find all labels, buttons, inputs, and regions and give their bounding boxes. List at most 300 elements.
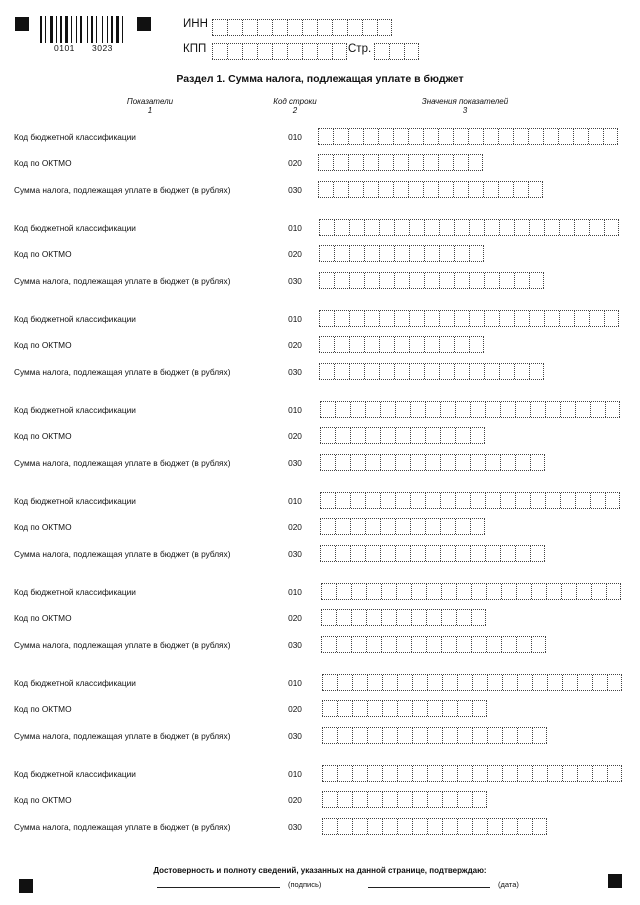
char-cell[interactable] bbox=[501, 637, 516, 652]
signature-line[interactable] bbox=[157, 887, 280, 888]
char-cell[interactable] bbox=[426, 637, 441, 652]
char-cell[interactable] bbox=[427, 819, 442, 834]
row-value-field-oktmo[interactable] bbox=[318, 154, 483, 171]
char-cell[interactable] bbox=[604, 311, 619, 326]
char-cell[interactable] bbox=[453, 155, 468, 170]
char-cell[interactable] bbox=[317, 20, 332, 35]
char-cell[interactable] bbox=[457, 766, 472, 781]
char-cell[interactable] bbox=[502, 675, 517, 690]
char-cell[interactable] bbox=[423, 155, 438, 170]
char-cell[interactable] bbox=[528, 182, 543, 197]
char-cell[interactable] bbox=[439, 311, 454, 326]
char-cell[interactable] bbox=[546, 584, 561, 599]
row-value-field-kbk[interactable] bbox=[319, 310, 619, 327]
char-cell[interactable] bbox=[577, 766, 592, 781]
char-cell[interactable] bbox=[322, 728, 337, 743]
char-cell[interactable] bbox=[514, 311, 529, 326]
char-cell[interactable] bbox=[351, 637, 366, 652]
char-cell[interactable] bbox=[425, 493, 440, 508]
char-cell[interactable] bbox=[483, 129, 498, 144]
char-cell[interactable] bbox=[456, 610, 471, 625]
char-cell[interactable] bbox=[472, 819, 487, 834]
char-cell[interactable] bbox=[302, 44, 317, 59]
char-cell[interactable] bbox=[319, 246, 334, 261]
char-cell[interactable] bbox=[319, 311, 334, 326]
char-cell[interactable] bbox=[409, 337, 424, 352]
char-cell[interactable] bbox=[456, 584, 471, 599]
char-cell[interactable] bbox=[545, 493, 560, 508]
char-cell[interactable] bbox=[592, 766, 607, 781]
char-cell[interactable] bbox=[318, 129, 333, 144]
char-cell[interactable] bbox=[337, 675, 352, 690]
char-cell[interactable] bbox=[411, 610, 426, 625]
char-cell[interactable] bbox=[471, 584, 486, 599]
char-cell[interactable] bbox=[500, 493, 515, 508]
char-cell[interactable] bbox=[559, 220, 574, 235]
char-cell[interactable] bbox=[456, 637, 471, 652]
char-cell[interactable] bbox=[379, 364, 394, 379]
char-cell[interactable] bbox=[367, 819, 382, 834]
char-cell[interactable] bbox=[427, 675, 442, 690]
char-cell[interactable] bbox=[377, 20, 392, 35]
char-cell[interactable] bbox=[394, 220, 409, 235]
char-cell[interactable] bbox=[393, 129, 408, 144]
char-cell[interactable] bbox=[365, 493, 380, 508]
char-cell[interactable] bbox=[412, 675, 427, 690]
char-cell[interactable] bbox=[332, 44, 347, 59]
char-cell[interactable] bbox=[396, 584, 411, 599]
char-cell[interactable] bbox=[411, 637, 426, 652]
char-cell[interactable] bbox=[287, 20, 302, 35]
char-cell[interactable] bbox=[485, 455, 500, 470]
char-cell[interactable] bbox=[468, 182, 483, 197]
char-cell[interactable] bbox=[412, 792, 427, 807]
char-cell[interactable] bbox=[395, 493, 410, 508]
char-cell[interactable] bbox=[574, 220, 589, 235]
char-cell[interactable] bbox=[442, 766, 457, 781]
char-cell[interactable] bbox=[531, 637, 546, 652]
char-cell[interactable] bbox=[561, 584, 576, 599]
char-cell[interactable] bbox=[604, 220, 619, 235]
char-cell[interactable] bbox=[382, 819, 397, 834]
char-cell[interactable] bbox=[378, 155, 393, 170]
char-cell[interactable] bbox=[532, 819, 547, 834]
char-cell[interactable] bbox=[336, 610, 351, 625]
char-cell[interactable] bbox=[334, 273, 349, 288]
char-cell[interactable] bbox=[528, 129, 543, 144]
char-cell[interactable] bbox=[379, 337, 394, 352]
char-cell[interactable] bbox=[486, 637, 501, 652]
char-cell[interactable] bbox=[320, 455, 335, 470]
char-cell[interactable] bbox=[348, 182, 363, 197]
char-cell[interactable] bbox=[455, 493, 470, 508]
char-cell[interactable] bbox=[516, 584, 531, 599]
char-cell[interactable] bbox=[530, 493, 545, 508]
char-cell[interactable] bbox=[335, 546, 350, 561]
char-cell[interactable] bbox=[502, 728, 517, 743]
char-cell[interactable] bbox=[320, 402, 335, 417]
char-cell[interactable] bbox=[363, 155, 378, 170]
char-cell[interactable] bbox=[334, 311, 349, 326]
char-cell[interactable] bbox=[499, 311, 514, 326]
char-cell[interactable] bbox=[485, 546, 500, 561]
char-cell[interactable] bbox=[560, 493, 575, 508]
char-cell[interactable] bbox=[562, 675, 577, 690]
char-cell[interactable] bbox=[410, 546, 425, 561]
char-cell[interactable] bbox=[469, 273, 484, 288]
char-cell[interactable] bbox=[502, 819, 517, 834]
char-cell[interactable] bbox=[352, 792, 367, 807]
char-cell[interactable] bbox=[424, 364, 439, 379]
char-cell[interactable] bbox=[334, 364, 349, 379]
char-cell[interactable] bbox=[499, 220, 514, 235]
char-cell[interactable] bbox=[575, 493, 590, 508]
char-cell[interactable] bbox=[394, 311, 409, 326]
char-cell[interactable] bbox=[485, 402, 500, 417]
char-cell[interactable] bbox=[455, 455, 470, 470]
char-cell[interactable] bbox=[366, 610, 381, 625]
char-cell[interactable] bbox=[544, 220, 559, 235]
char-cell[interactable] bbox=[454, 337, 469, 352]
char-cell[interactable] bbox=[515, 493, 530, 508]
char-cell[interactable] bbox=[455, 546, 470, 561]
char-cell[interactable] bbox=[333, 182, 348, 197]
char-cell[interactable] bbox=[514, 273, 529, 288]
kpp-field[interactable] bbox=[212, 43, 347, 60]
char-cell[interactable] bbox=[352, 728, 367, 743]
char-cell[interactable] bbox=[574, 311, 589, 326]
char-cell[interactable] bbox=[532, 728, 547, 743]
char-cell[interactable] bbox=[322, 819, 337, 834]
char-cell[interactable] bbox=[272, 20, 287, 35]
char-cell[interactable] bbox=[531, 584, 546, 599]
char-cell[interactable] bbox=[320, 428, 335, 443]
char-cell[interactable] bbox=[457, 728, 472, 743]
char-cell[interactable] bbox=[410, 455, 425, 470]
char-cell[interactable] bbox=[350, 428, 365, 443]
row-value-field-kbk[interactable] bbox=[321, 583, 621, 600]
char-cell[interactable] bbox=[227, 44, 242, 59]
char-cell[interactable] bbox=[470, 546, 485, 561]
char-cell[interactable] bbox=[469, 311, 484, 326]
char-cell[interactable] bbox=[212, 20, 227, 35]
char-cell[interactable] bbox=[500, 455, 515, 470]
row-value-field-oktmo[interactable] bbox=[322, 791, 487, 808]
char-cell[interactable] bbox=[381, 637, 396, 652]
char-cell[interactable] bbox=[349, 364, 364, 379]
char-cell[interactable] bbox=[469, 220, 484, 235]
char-cell[interactable] bbox=[364, 337, 379, 352]
char-cell[interactable] bbox=[455, 519, 470, 534]
char-cell[interactable] bbox=[547, 675, 562, 690]
char-cell[interactable] bbox=[514, 220, 529, 235]
char-cell[interactable] bbox=[468, 129, 483, 144]
row-value-field-kbk[interactable] bbox=[319, 219, 619, 236]
char-cell[interactable] bbox=[380, 402, 395, 417]
char-cell[interactable] bbox=[379, 311, 394, 326]
char-cell[interactable] bbox=[470, 519, 485, 534]
char-cell[interactable] bbox=[562, 766, 577, 781]
row-value-field-sum[interactable] bbox=[321, 636, 546, 653]
char-cell[interactable] bbox=[425, 428, 440, 443]
row-value-field-oktmo[interactable] bbox=[320, 427, 485, 444]
char-cell[interactable] bbox=[498, 182, 513, 197]
char-cell[interactable] bbox=[350, 546, 365, 561]
char-cell[interactable] bbox=[335, 455, 350, 470]
char-cell[interactable] bbox=[374, 44, 389, 59]
char-cell[interactable] bbox=[393, 155, 408, 170]
char-cell[interactable] bbox=[470, 428, 485, 443]
char-cell[interactable] bbox=[576, 584, 591, 599]
char-cell[interactable] bbox=[547, 766, 562, 781]
char-cell[interactable] bbox=[395, 546, 410, 561]
char-cell[interactable] bbox=[438, 182, 453, 197]
char-cell[interactable] bbox=[427, 792, 442, 807]
char-cell[interactable] bbox=[227, 20, 242, 35]
char-cell[interactable] bbox=[349, 273, 364, 288]
char-cell[interactable] bbox=[472, 792, 487, 807]
char-cell[interactable] bbox=[457, 701, 472, 716]
row-value-field-oktmo[interactable] bbox=[321, 609, 486, 626]
char-cell[interactable] bbox=[336, 637, 351, 652]
char-cell[interactable] bbox=[425, 519, 440, 534]
char-cell[interactable] bbox=[514, 364, 529, 379]
char-cell[interactable] bbox=[396, 637, 411, 652]
char-cell[interactable] bbox=[382, 766, 397, 781]
char-cell[interactable] bbox=[404, 44, 419, 59]
char-cell[interactable] bbox=[471, 610, 486, 625]
char-cell[interactable] bbox=[350, 402, 365, 417]
char-cell[interactable] bbox=[515, 546, 530, 561]
char-cell[interactable] bbox=[424, 220, 439, 235]
char-cell[interactable] bbox=[380, 519, 395, 534]
char-cell[interactable] bbox=[409, 364, 424, 379]
row-value-field-sum[interactable] bbox=[319, 272, 544, 289]
char-cell[interactable] bbox=[517, 728, 532, 743]
char-cell[interactable] bbox=[442, 675, 457, 690]
char-cell[interactable] bbox=[559, 311, 574, 326]
char-cell[interactable] bbox=[317, 44, 332, 59]
char-cell[interactable] bbox=[319, 337, 334, 352]
char-cell[interactable] bbox=[470, 402, 485, 417]
char-cell[interactable] bbox=[487, 766, 502, 781]
char-cell[interactable] bbox=[389, 44, 404, 59]
char-cell[interactable] bbox=[395, 402, 410, 417]
char-cell[interactable] bbox=[380, 493, 395, 508]
row-value-field-kbk[interactable] bbox=[320, 492, 620, 509]
char-cell[interactable] bbox=[394, 337, 409, 352]
char-cell[interactable] bbox=[442, 819, 457, 834]
char-cell[interactable] bbox=[501, 584, 516, 599]
char-cell[interactable] bbox=[606, 584, 621, 599]
char-cell[interactable] bbox=[412, 819, 427, 834]
char-cell[interactable] bbox=[349, 311, 364, 326]
char-cell[interactable] bbox=[397, 675, 412, 690]
char-cell[interactable] bbox=[379, 246, 394, 261]
char-cell[interactable] bbox=[454, 311, 469, 326]
char-cell[interactable] bbox=[427, 766, 442, 781]
char-cell[interactable] bbox=[272, 44, 287, 59]
char-cell[interactable] bbox=[441, 637, 456, 652]
char-cell[interactable] bbox=[366, 584, 381, 599]
char-cell[interactable] bbox=[469, 364, 484, 379]
char-cell[interactable] bbox=[378, 129, 393, 144]
char-cell[interactable] bbox=[515, 402, 530, 417]
char-cell[interactable] bbox=[410, 493, 425, 508]
char-cell[interactable] bbox=[442, 701, 457, 716]
char-cell[interactable] bbox=[257, 44, 272, 59]
char-cell[interactable] bbox=[320, 493, 335, 508]
char-cell[interactable] bbox=[321, 584, 336, 599]
char-cell[interactable] bbox=[412, 766, 427, 781]
char-cell[interactable] bbox=[529, 311, 544, 326]
char-cell[interactable] bbox=[397, 766, 412, 781]
char-cell[interactable] bbox=[484, 220, 499, 235]
char-cell[interactable] bbox=[380, 428, 395, 443]
char-cell[interactable] bbox=[381, 584, 396, 599]
char-cell[interactable] bbox=[334, 220, 349, 235]
char-cell[interactable] bbox=[607, 675, 622, 690]
char-cell[interactable] bbox=[485, 493, 500, 508]
char-cell[interactable] bbox=[603, 129, 618, 144]
char-cell[interactable] bbox=[426, 584, 441, 599]
char-cell[interactable] bbox=[242, 20, 257, 35]
char-cell[interactable] bbox=[367, 728, 382, 743]
char-cell[interactable] bbox=[424, 311, 439, 326]
char-cell[interactable] bbox=[378, 182, 393, 197]
row-value-field-kbk[interactable] bbox=[320, 401, 620, 418]
char-cell[interactable] bbox=[529, 364, 544, 379]
char-cell[interactable] bbox=[590, 402, 605, 417]
char-cell[interactable] bbox=[397, 792, 412, 807]
char-cell[interactable] bbox=[382, 728, 397, 743]
char-cell[interactable] bbox=[349, 337, 364, 352]
row-value-field-oktmo[interactable] bbox=[320, 518, 485, 535]
char-cell[interactable] bbox=[441, 584, 456, 599]
char-cell[interactable] bbox=[362, 20, 377, 35]
char-cell[interactable] bbox=[438, 155, 453, 170]
char-cell[interactable] bbox=[441, 610, 456, 625]
char-cell[interactable] bbox=[365, 546, 380, 561]
char-cell[interactable] bbox=[484, 311, 499, 326]
char-cell[interactable] bbox=[322, 792, 337, 807]
char-cell[interactable] bbox=[471, 637, 486, 652]
char-cell[interactable] bbox=[427, 728, 442, 743]
char-cell[interactable] bbox=[440, 546, 455, 561]
char-cell[interactable] bbox=[365, 519, 380, 534]
char-cell[interactable] bbox=[487, 675, 502, 690]
char-cell[interactable] bbox=[439, 220, 454, 235]
char-cell[interactable] bbox=[364, 364, 379, 379]
char-cell[interactable] bbox=[397, 819, 412, 834]
char-cell[interactable] bbox=[442, 792, 457, 807]
char-cell[interactable] bbox=[589, 311, 604, 326]
char-cell[interactable] bbox=[532, 675, 547, 690]
char-cell[interactable] bbox=[395, 519, 410, 534]
char-cell[interactable] bbox=[320, 546, 335, 561]
row-value-field-oktmo[interactable] bbox=[319, 245, 484, 262]
char-cell[interactable] bbox=[322, 701, 337, 716]
char-cell[interactable] bbox=[498, 129, 513, 144]
char-cell[interactable] bbox=[367, 701, 382, 716]
char-cell[interactable] bbox=[337, 792, 352, 807]
char-cell[interactable] bbox=[575, 402, 590, 417]
row-value-field-sum[interactable] bbox=[319, 363, 544, 380]
char-cell[interactable] bbox=[321, 637, 336, 652]
char-cell[interactable] bbox=[367, 675, 382, 690]
char-cell[interactable] bbox=[367, 792, 382, 807]
char-cell[interactable] bbox=[408, 155, 423, 170]
char-cell[interactable] bbox=[350, 455, 365, 470]
char-cell[interactable] bbox=[332, 20, 347, 35]
char-cell[interactable] bbox=[532, 766, 547, 781]
char-cell[interactable] bbox=[439, 364, 454, 379]
char-cell[interactable] bbox=[472, 675, 487, 690]
char-cell[interactable] bbox=[337, 766, 352, 781]
char-cell[interactable] bbox=[502, 766, 517, 781]
row-value-field-oktmo[interactable] bbox=[319, 336, 484, 353]
char-cell[interactable] bbox=[470, 493, 485, 508]
char-cell[interactable] bbox=[591, 584, 606, 599]
row-value-field-sum[interactable] bbox=[322, 727, 547, 744]
char-cell[interactable] bbox=[364, 246, 379, 261]
char-cell[interactable] bbox=[409, 311, 424, 326]
char-cell[interactable] bbox=[350, 493, 365, 508]
char-cell[interactable] bbox=[472, 701, 487, 716]
char-cell[interactable] bbox=[425, 455, 440, 470]
char-cell[interactable] bbox=[439, 337, 454, 352]
char-cell[interactable] bbox=[513, 182, 528, 197]
char-cell[interactable] bbox=[439, 273, 454, 288]
char-cell[interactable] bbox=[394, 246, 409, 261]
char-cell[interactable] bbox=[454, 364, 469, 379]
char-cell[interactable] bbox=[469, 246, 484, 261]
char-cell[interactable] bbox=[379, 273, 394, 288]
char-cell[interactable] bbox=[470, 455, 485, 470]
char-cell[interactable] bbox=[351, 610, 366, 625]
char-cell[interactable] bbox=[440, 402, 455, 417]
char-cell[interactable] bbox=[397, 728, 412, 743]
char-cell[interactable] bbox=[453, 129, 468, 144]
char-cell[interactable] bbox=[515, 455, 530, 470]
char-cell[interactable] bbox=[410, 519, 425, 534]
char-cell[interactable] bbox=[577, 675, 592, 690]
char-cell[interactable] bbox=[516, 637, 531, 652]
char-cell[interactable] bbox=[319, 364, 334, 379]
char-cell[interactable] bbox=[367, 766, 382, 781]
char-cell[interactable] bbox=[212, 44, 227, 59]
char-cell[interactable] bbox=[408, 182, 423, 197]
char-cell[interactable] bbox=[529, 273, 544, 288]
char-cell[interactable] bbox=[382, 675, 397, 690]
char-cell[interactable] bbox=[589, 220, 604, 235]
char-cell[interactable] bbox=[487, 728, 502, 743]
char-cell[interactable] bbox=[382, 792, 397, 807]
char-cell[interactable] bbox=[472, 766, 487, 781]
char-cell[interactable] bbox=[334, 246, 349, 261]
row-value-field-kbk[interactable] bbox=[322, 674, 622, 691]
char-cell[interactable] bbox=[513, 129, 528, 144]
char-cell[interactable] bbox=[592, 675, 607, 690]
char-cell[interactable] bbox=[558, 129, 573, 144]
char-cell[interactable] bbox=[412, 701, 427, 716]
char-cell[interactable] bbox=[440, 519, 455, 534]
char-cell[interactable] bbox=[379, 220, 394, 235]
char-cell[interactable] bbox=[397, 701, 412, 716]
char-cell[interactable] bbox=[322, 675, 337, 690]
row-value-field-oktmo[interactable] bbox=[322, 700, 487, 717]
char-cell[interactable] bbox=[319, 273, 334, 288]
